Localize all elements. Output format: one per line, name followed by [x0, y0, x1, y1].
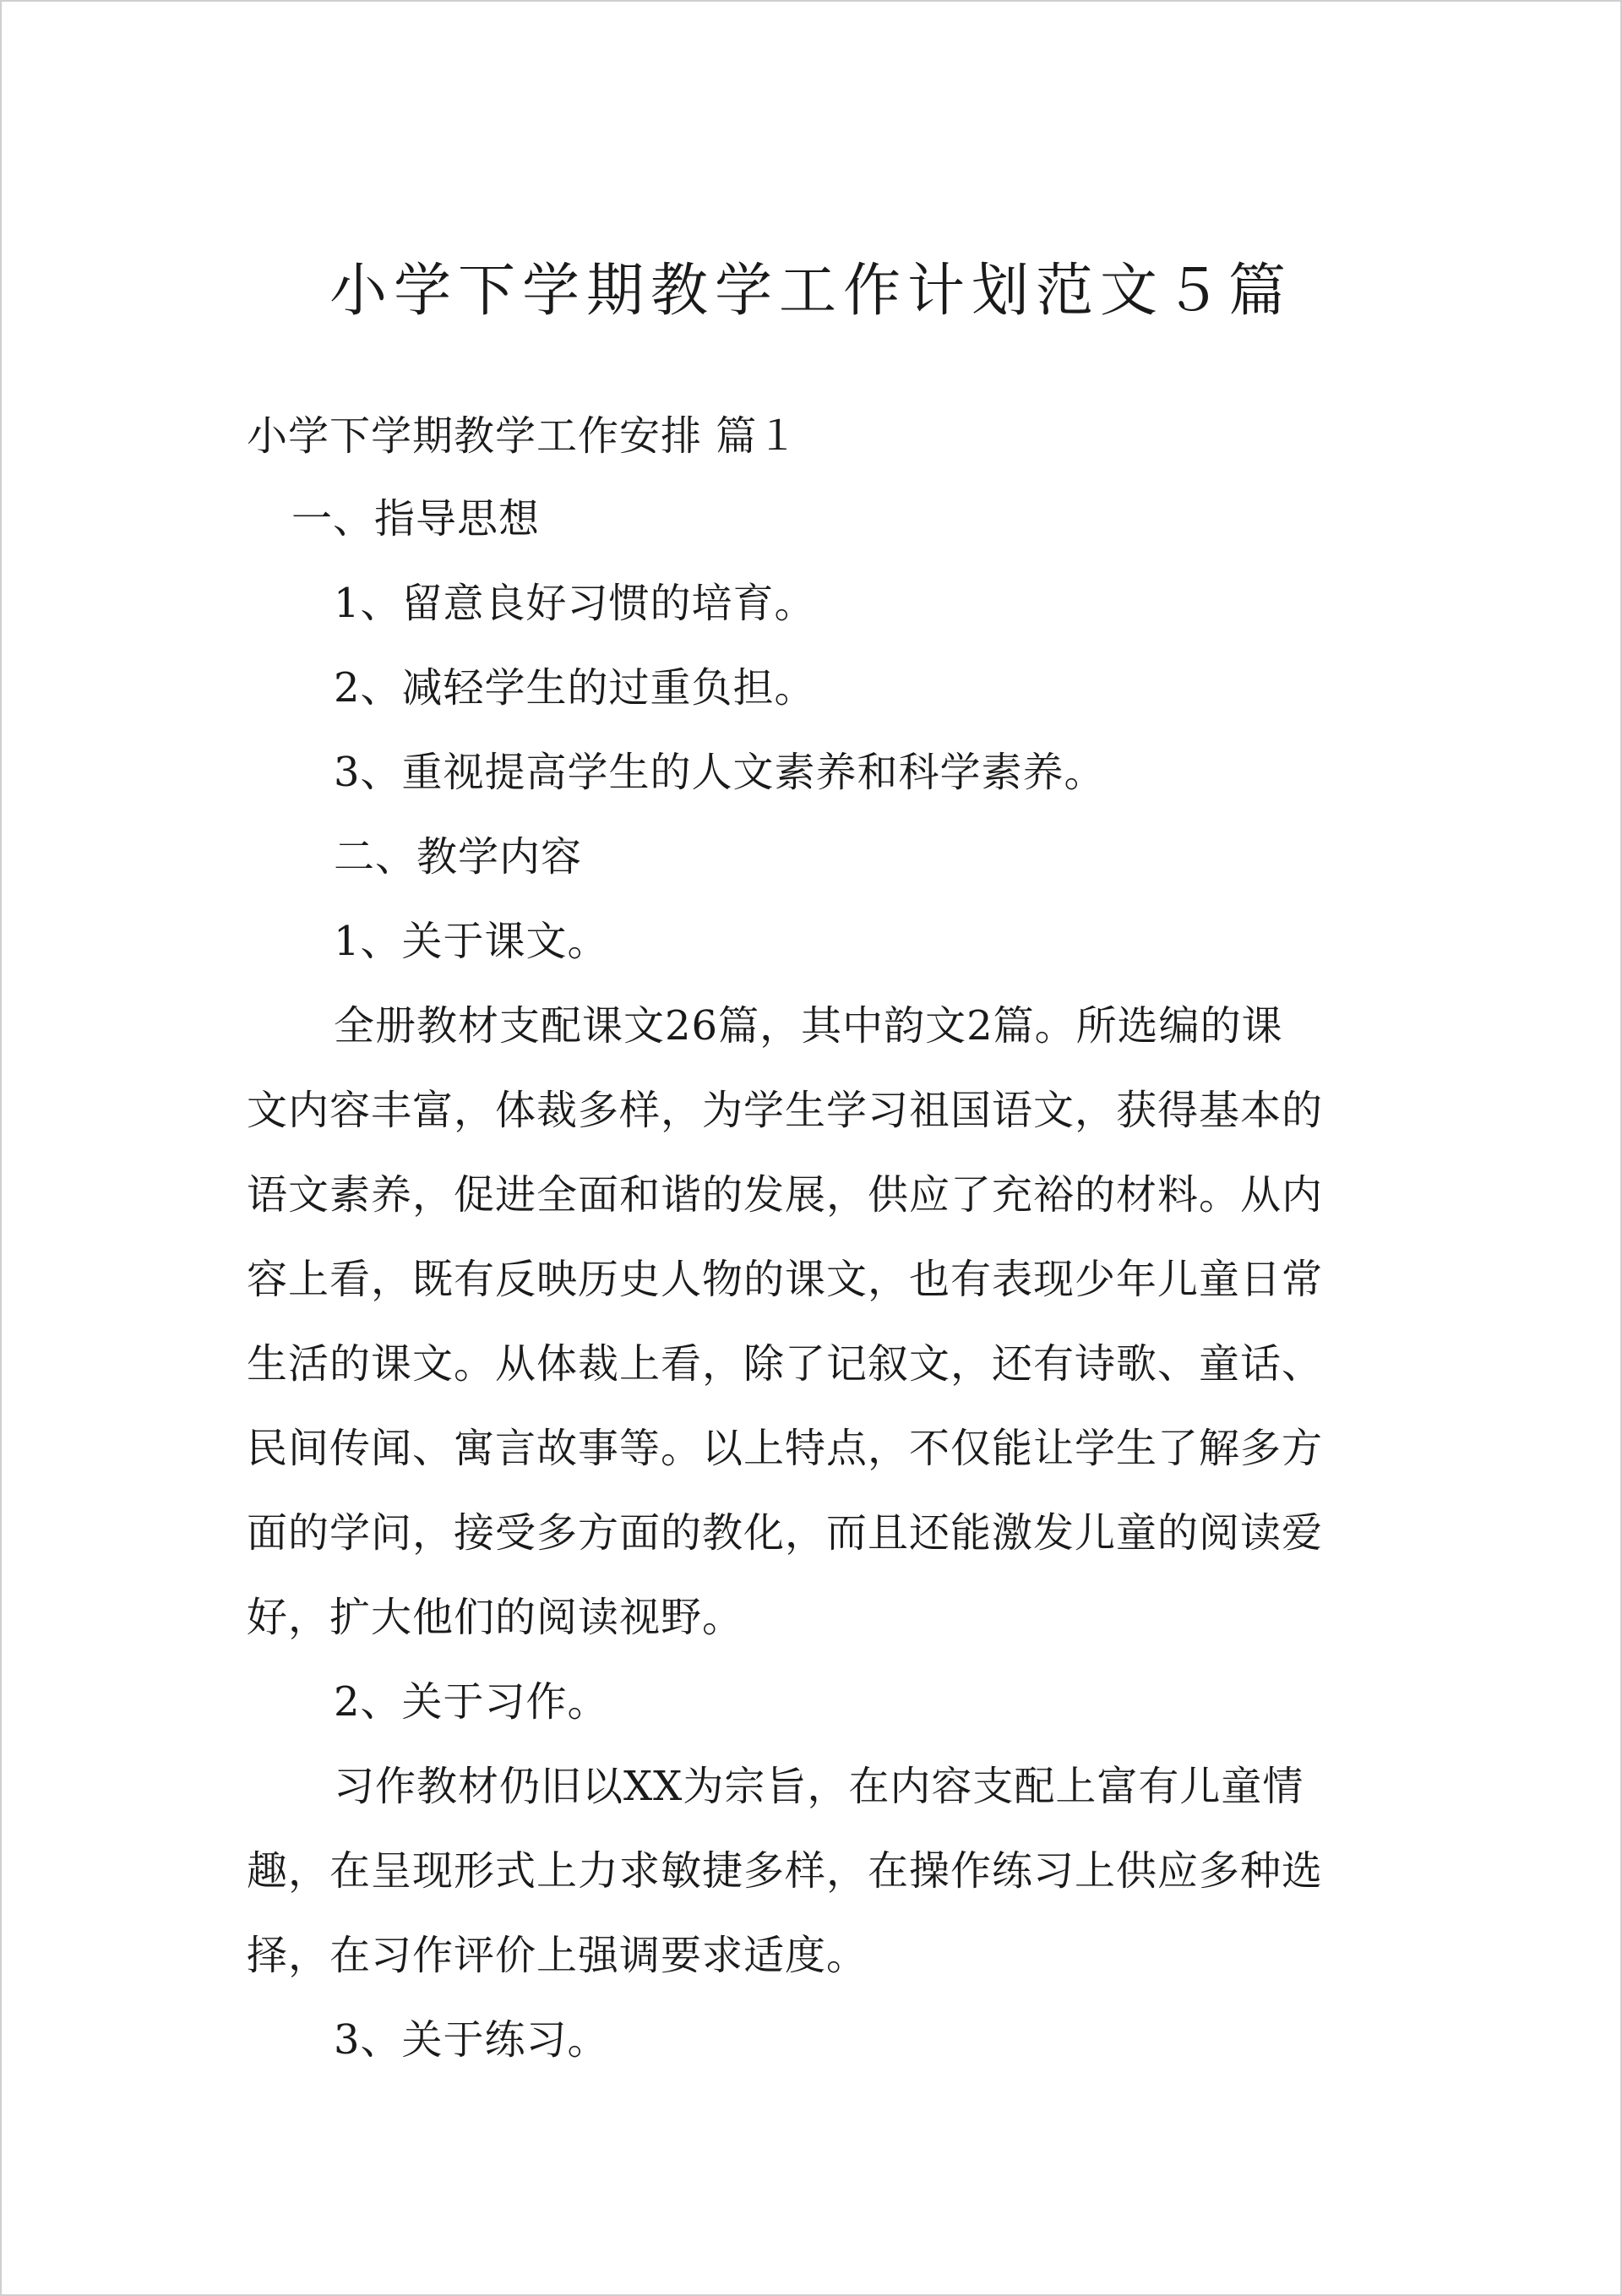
- guiding-thought-item: 1、留意良好习惯的培育。: [334, 580, 816, 627]
- texts-paragraph-line: 生活的课文。从体裁上看，除了记叙文，还有诗歌、童话、: [247, 1340, 1324, 1388]
- texts-paragraph-line: 好，扩大他们的阅读视野。: [247, 1594, 744, 1641]
- composition-heading: 2、关于习作。: [334, 1678, 609, 1726]
- texts-paragraph-line: 容上看，既有反映历史人物的课文，也有表现少年儿童日常: [247, 1256, 1324, 1303]
- texts-paragraph-line: 文内容丰富，体裁多样，为学生学习祖国语文，获得基本的: [247, 1087, 1324, 1134]
- texts-paragraph-line: 面的学问，接受多方面的教化，而且还能激发儿童的阅读爱: [247, 1509, 1324, 1557]
- composition-paragraph-line: 习作教材仍旧以XX为宗旨，在内容支配上富有儿童情: [334, 1763, 1304, 1810]
- composition-paragraph-line: 趣，在呈现形式上力求敏捷多样，在操作练习上供应多种选: [247, 1847, 1324, 1895]
- texts-paragraph-line: 全册教材支配课文26篇，其中韵文2篇。所选编的课: [334, 1002, 1283, 1050]
- texts-heading: 1、关于课文。: [334, 918, 609, 965]
- section-heading: 小学下学期教学工作安排 篇１: [247, 412, 799, 460]
- texts-paragraph-line: 民间传闻、寓言故事等。以上特点，不仅能让学生了解多方: [247, 1425, 1324, 1472]
- exercises-heading: 3、关于练习。: [334, 2016, 609, 2064]
- guiding-thought-heading: 一、指导思想: [291, 495, 541, 543]
- texts-paragraph-line: 语文素养，促进全面和谐的发展，供应了充裕的材料。从内: [247, 1171, 1324, 1219]
- teaching-content-heading: 二、教学内容: [334, 833, 583, 881]
- guiding-thought-item: 2、减轻学生的过重负担。: [334, 664, 816, 712]
- document-title: 小学下学期教学工作计划范文５篇: [329, 258, 1293, 324]
- guiding-thought-item: 3、重视提高学生的人文素养和科学素养。: [334, 749, 1106, 796]
- composition-paragraph-line: 择，在习作评价上强调要求适度。: [247, 1932, 868, 1979]
